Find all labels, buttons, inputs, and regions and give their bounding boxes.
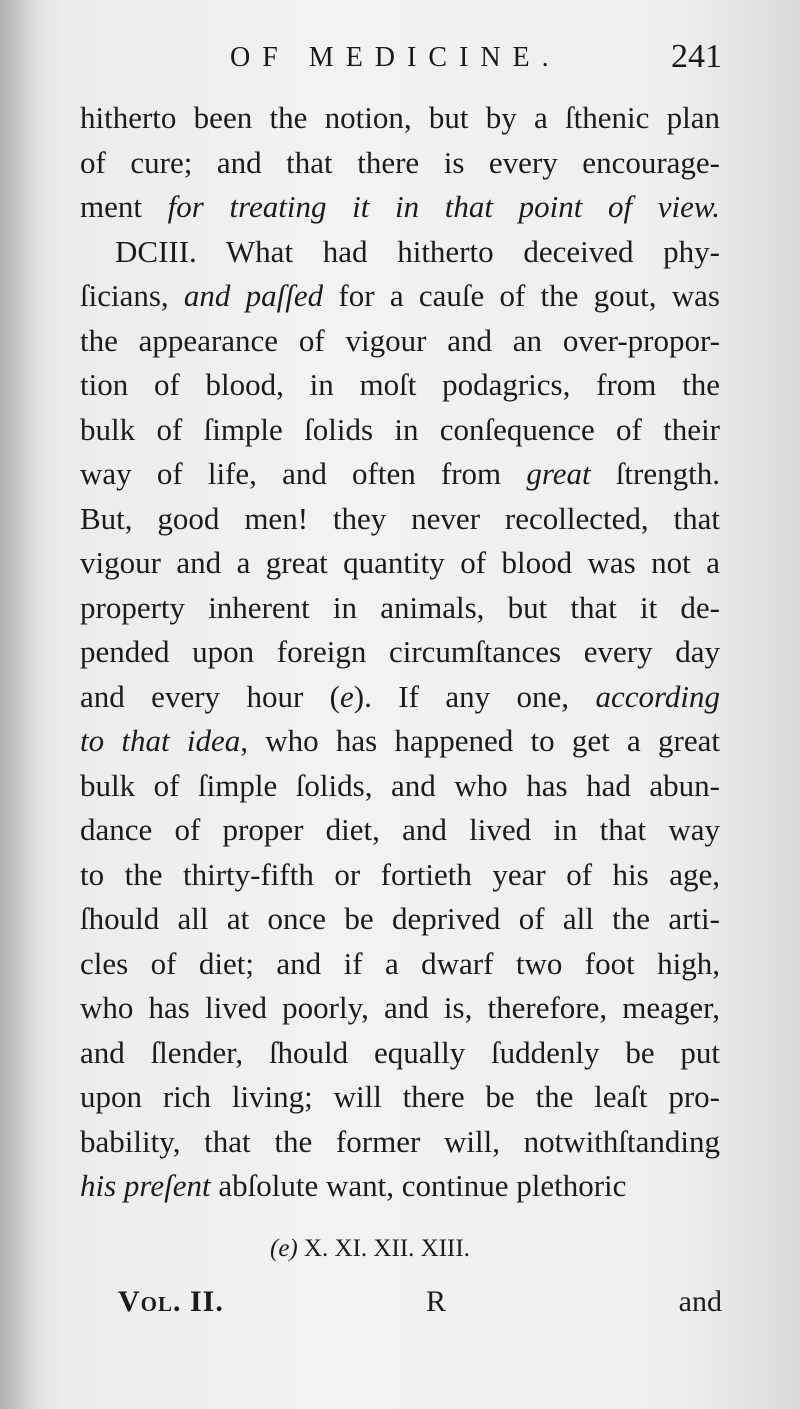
volume-label: Vol. II.	[118, 1285, 224, 1318]
text-line	[80, 719, 720, 764]
text-line	[80, 452, 720, 497]
footnote-text: X. XI. XII. XIII.	[297, 1235, 470, 1262]
text-line	[80, 1120, 720, 1165]
text-run: ſicians,	[80, 278, 184, 313]
text-run: way of life, and often from	[80, 456, 527, 491]
text-run: abſolute want, continue plethoric	[210, 1168, 627, 1203]
footnote-marker: (e)	[270, 1235, 298, 1262]
text-run: ſhould all at once be deprived of all the arti-	[80, 901, 720, 936]
text-run: bulk of ſimple ſolids, and who has had abun-	[80, 767, 720, 803]
text-run: to the thirty-fifth or fortieth year of his age,	[80, 856, 720, 892]
text-line	[80, 319, 720, 364]
text-run: hitherto been the notion, but by a ſthenic plan	[80, 100, 720, 135]
text-run: upon rich living; will there be the leaſt pro-	[80, 1079, 720, 1114]
text-run: But, good men! they never recollected, that	[80, 500, 720, 536]
italic-run: and paſſed	[183, 278, 324, 313]
text-run: bulk of ſimple ſolids in conſequence of their	[80, 411, 720, 447]
signature-mark: R	[426, 1285, 447, 1318]
text-run: and ſlender, ſhould equally ſuddenly be put	[80, 1034, 720, 1070]
page-gutter-shadow	[0, 0, 40, 1409]
page-header	[80, 36, 722, 86]
italic-run: for treating it in that point of view.	[167, 189, 720, 224]
text-run: tion of blood, in moſt podagrics, from the	[80, 367, 720, 402]
running-head: OF MEDICINE.	[230, 42, 561, 73]
text-run: DCIII. What had hitherto deceived phy-	[115, 233, 720, 269]
text-run: ment	[80, 189, 168, 224]
text-line	[80, 853, 720, 898]
italic-run: his preſent	[80, 1168, 211, 1203]
text-line	[80, 630, 720, 675]
text-run: and every hour (	[80, 678, 341, 714]
text-line	[80, 408, 720, 453]
text-run: for a cauſe of the gout, was	[323, 278, 720, 313]
text-line	[80, 586, 720, 631]
text-line	[80, 230, 720, 275]
text-run: ). If any one,	[353, 678, 596, 714]
text-run: vigour and a great quantity of blood was not a	[80, 545, 720, 580]
italic-run: great	[526, 456, 591, 491]
text-run: who has lived poorly, and is, therefore, meager,	[80, 990, 720, 1025]
italic-run: to that idea,	[80, 723, 248, 758]
text-run: bability, that the former will, notwithſtanding	[80, 1123, 720, 1159]
text-line	[80, 942, 720, 987]
body-text	[80, 96, 720, 1209]
text-line	[80, 1164, 720, 1209]
text-line	[80, 897, 720, 942]
text-line	[80, 675, 720, 720]
text-line	[80, 1031, 720, 1076]
text-line	[80, 185, 720, 230]
page-number: 241	[671, 38, 722, 75]
text-run: dance of proper diet, and lived in that way	[80, 812, 720, 847]
text-line	[80, 541, 720, 586]
text-run: who has happened to get a great	[247, 723, 720, 758]
text-line	[80, 274, 720, 319]
text-line	[80, 96, 720, 141]
page-footer	[118, 1285, 722, 1325]
text-run: of cure; and that there is every encourage-	[80, 144, 720, 180]
text-line	[80, 363, 720, 408]
text-line	[80, 1075, 720, 1120]
text-run: the appearance of vigour and an over-propor-	[80, 322, 720, 358]
text-run: property inherent in animals, but that it de-	[80, 589, 720, 625]
text-line	[80, 497, 720, 542]
italic-run: e	[340, 678, 354, 714]
text-line	[80, 764, 720, 809]
catchword: and	[678, 1285, 722, 1318]
italic-run: according	[595, 678, 720, 714]
text-line	[80, 808, 720, 853]
text-run: pended upon foreign circumſtances every day	[80, 634, 720, 669]
text-line	[80, 141, 720, 186]
text-run: ſtrength.	[590, 456, 720, 491]
footnote	[270, 1235, 470, 1263]
text-line	[80, 986, 720, 1031]
text-run: cles of diet; and if a dwarf two foot high,	[80, 945, 720, 981]
